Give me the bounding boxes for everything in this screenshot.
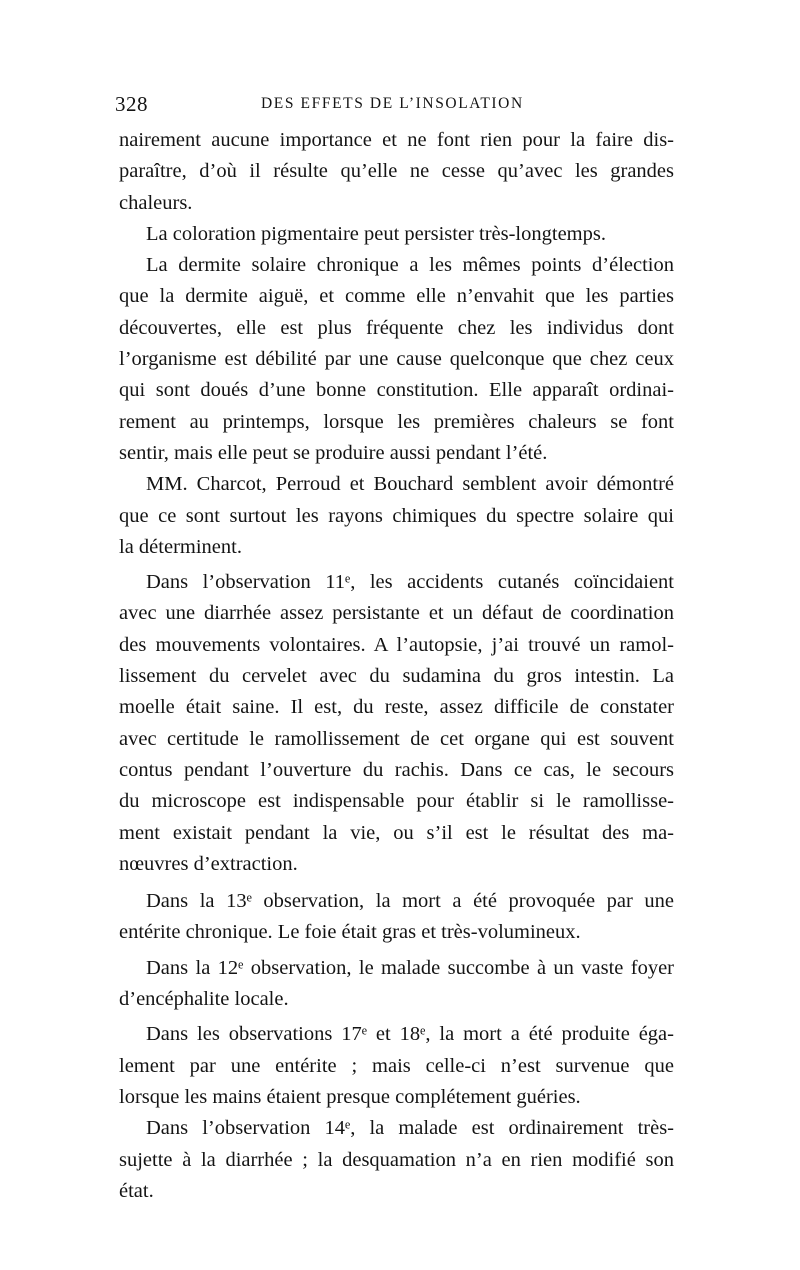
text-line: que ce sont surtout les rayons chimiques du spectre solaire qui — [119, 504, 674, 527]
text-line: sentir, mais elle peut se produire aussi pendant l’été. — [119, 441, 548, 464]
text-line: des mouvements volontaires. A l’autopsie, j’ai trouvé un ramol- — [119, 633, 674, 656]
text-line: Dans l’observation 14ᵉ, la malade est ordinairement très- — [146, 1117, 674, 1140]
text-line: l’organisme est débilité par une cause quelconque que chez ceux — [119, 348, 674, 371]
text-line: entérite chronique. Le foie était gras et très-volumineux. — [119, 921, 581, 944]
text-line: Dans l’observation 11ᵉ, les accidents cutanés coïncidaient — [146, 571, 674, 594]
paragraph — [119, 469, 674, 563]
text-line: Dans les observations 17ᵉ et 18ᵉ, la mort a été produite éga- — [146, 1023, 674, 1046]
text-line: la déterminent. — [119, 535, 242, 558]
text-line: nœuvres d’extraction. — [119, 852, 298, 875]
paragraph — [119, 953, 674, 1016]
text-line: ment existait pendant la vie, ou s’il est le résultat des ma- — [119, 821, 674, 844]
text-line: avec certitude le ramollissement de cet organe qui est souvent — [119, 727, 674, 750]
page-number: 328 — [115, 92, 148, 116]
paragraph — [119, 250, 674, 469]
paragraph — [119, 1019, 674, 1113]
text-line: moelle était saine. Il est, du reste, assez difficile de constater — [119, 696, 674, 719]
text-line: Dans la 12ᵉ observation, le malade succombe à un vaste foyer — [146, 956, 674, 979]
paragraph — [119, 1113, 674, 1207]
paragraph — [119, 125, 674, 219]
text-line: paraître, d’où il résulte qu’elle ne cesse qu’avec les grandes — [119, 160, 674, 183]
paragraph — [119, 886, 674, 949]
text-line: lissement du cervelet avec du sudamina du gros intestin. La — [119, 665, 674, 688]
text-line: découvertes, elle est plus fréquente chez les individus dont — [119, 316, 674, 339]
text-line: La dermite solaire chronique a les mêmes points d’élection — [146, 254, 674, 277]
text-line: d’encéphalite locale. — [119, 988, 289, 1011]
text-line: sujette à la diarrhée ; la desquamation n’a en rien modifié son — [119, 1148, 674, 1171]
text-line: chaleurs. — [119, 191, 193, 214]
paragraph — [119, 567, 674, 880]
body-text — [119, 125, 674, 1207]
text-line: nairement aucune importance et ne font rien pour la faire dis- — [119, 129, 674, 151]
text-line: La coloration pigmentaire peut persister très-longtemps. — [146, 222, 606, 245]
text-line: lement par une entérite ; mais celle-ci n’est survenue que — [119, 1054, 674, 1077]
paragraph — [119, 219, 674, 250]
page-header — [115, 92, 673, 120]
text-line: que la dermite aiguë, et comme elle n’envahit que les parties — [119, 285, 674, 308]
text-line: lorsque les mains étaient presque complétement guéries. — [119, 1085, 581, 1108]
text-line: rement au printemps, lorsque les premières chaleurs se font — [119, 410, 674, 433]
text-line: MM. Charcot, Perroud et Bouchard semblent avoir démontré — [146, 473, 674, 496]
text-line: du microscope est indispensable pour établir si le ramollisse- — [119, 790, 674, 813]
text-line: avec une diarrhée assez persistante et un défaut de coordination — [119, 602, 674, 625]
running-title: DES EFFETS DE L’INSOLATION — [261, 95, 524, 112]
text-line: Dans la 13ᵉ observation, la mort a été provoquée par une — [146, 890, 674, 913]
text-line: qui sont doués d’une bonne constitution. Elle apparaît ordinai- — [119, 379, 674, 402]
text-line: contus pendant l’ouverture du rachis. Dans ce cas, le secours — [119, 758, 674, 781]
text-line: état. — [119, 1179, 154, 1202]
